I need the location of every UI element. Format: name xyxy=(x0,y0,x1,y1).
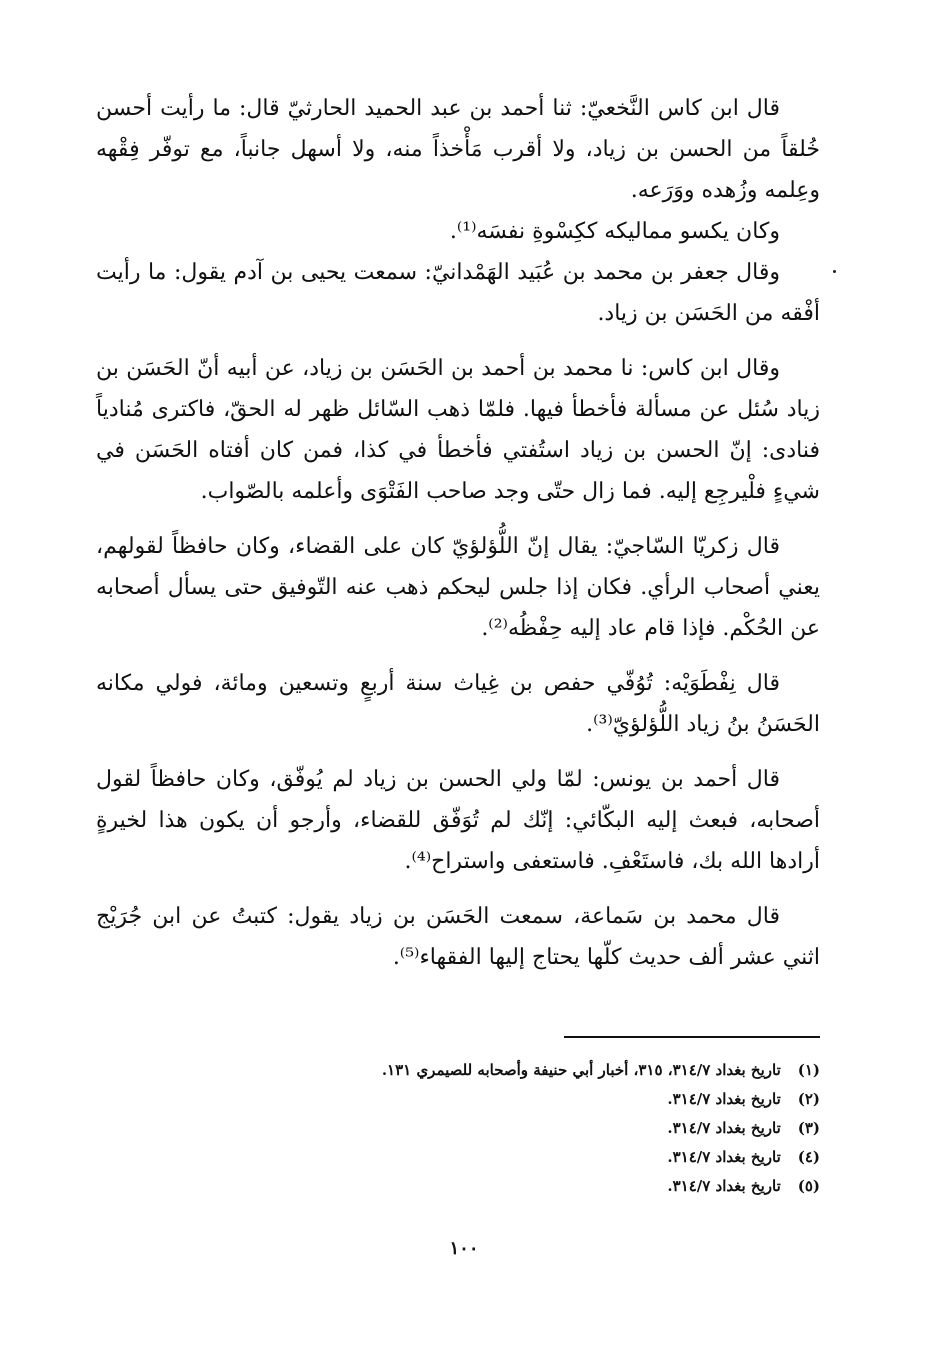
paragraph-clothing: وكان يكسو مماليكه ككِسْوةِ نفسَه⁽¹⁾. xyxy=(449,219,780,244)
paragraph-niftawayh: قال نِفْطَوَيْه: تُوُفّي حفص بن غِياث سنة أربعٍ وتسعين ومائة، فولي مكانه الحَسَنُ بنُ زياد اللُّؤلؤيّ⁽³⁾. xyxy=(96,671,820,737)
paragraph-jafar-hamdani: وقال جعفر بن محمد بن عُبَيد الهَمْدانيّ: سمعت يحيى بن آدم يقول: ما رأيت أفْقه من الحَسَن بن زياد. xyxy=(96,260,820,326)
footnote xyxy=(96,1143,820,1172)
paragraph-ibn-kas-caller: وقال ابن كاس: نا محمد بن أحمد بن الحَسَن بن زياد، عن أبيه أنّ الحَسَن بن زياد سُئل عن مسألة فأخطأ فيها. فلمّا ذهب السّائل ظهر له الحقّ، فاكترى مُنادياً فنادى: إنّ الحسن بن زياد استُفتي فأخطأ في كذا، فمن كان أفتاه الحَسَن في شيءٍ فلْيرجِع إليه. فما زال حتّى وجد صاحب الفَتْوَى وأعلمه بالصّواب. xyxy=(96,356,821,504)
footnote-text: تاريخ بغداد ٣١٤/٧. xyxy=(667,1090,781,1108)
footnote xyxy=(96,1114,820,1143)
footnote-text: تاريخ بغداد ٣١٤/٧، ٣١٥، أخبار أبي حنيفة وأصحابه للصيمري ١٣١. xyxy=(381,1061,781,1079)
footnote-number: (١) xyxy=(797,1061,820,1079)
footnote-separator xyxy=(564,1036,820,1038)
paragraph-muhammad-samaa: قال محمد بن سَماعة، سمعت الحَسَن بن زياد يقول: كتبتُ عن ابن جُرَيْج اثني عشر ألف حديث كلّها يحتاج إليها الفقهاء⁽⁵⁾. xyxy=(96,904,820,970)
footnote-text: تاريخ بغداد ٣١٤/٧. xyxy=(667,1177,781,1195)
paragraph-ahmad-yunus: قال أحمد بن يونس: لمّا ولي الحسن بن زياد لم يُوفّق، وكان حافظاً لقول أصحابه، فبعث إليه البكّائي: إنّك لم تُوَفّق للقضاء، وأرجو أن يكون هذا لخيرةٍ أرادها الله بك، فاستَعْفِ. فاستعفى واستراح⁽⁴⁾. xyxy=(96,767,820,874)
footnote-number: (٢) xyxy=(797,1090,820,1108)
footnote-number: (٥) xyxy=(797,1177,820,1195)
footnote-text: تاريخ بغداد ٣١٤/٧. xyxy=(667,1148,781,1166)
footnote-number: (٤) xyxy=(797,1148,820,1166)
footnote-number: (٣) xyxy=(797,1119,820,1137)
footnote xyxy=(96,1172,820,1201)
page-number: ١٠٠ xyxy=(449,1238,479,1259)
main-text-block xyxy=(96,88,820,978)
paragraph-ibn-kas-nakhai: قال ابن كاس النَّخعيّ: ثنا أحمد بن عبد الحميد الحارثيّ قال: ما رأيت أحسن خُلقاً من الحسن بن زياد، ولا أقرب مَأْخذاً منه، ولا أسهل جانباً، مع توفّر فِقْهه وعِلمه وزُهده ووَرَعه. xyxy=(96,96,820,203)
footnote xyxy=(96,1085,820,1114)
paragraph-zakariya-saji: قال زكريّا السّاجيّ: يقال إنّ اللُّؤلؤيّ كان على القضاء، وكان حافظاً لقولهم، يعني أصحاب الرأي. فكان إذا جلس ليحكم ذهب عنه التّوفيق حتى يسأل أصحابه عن الحُكْم. فإذا قام عاد إليه حِفْظُه⁽²⁾. xyxy=(96,534,820,641)
footnote xyxy=(96,1056,820,1085)
footnote-text: تاريخ بغداد ٣١٤/٧. xyxy=(667,1119,781,1137)
footnotes-block xyxy=(96,1056,820,1201)
margin-dot xyxy=(833,270,836,273)
